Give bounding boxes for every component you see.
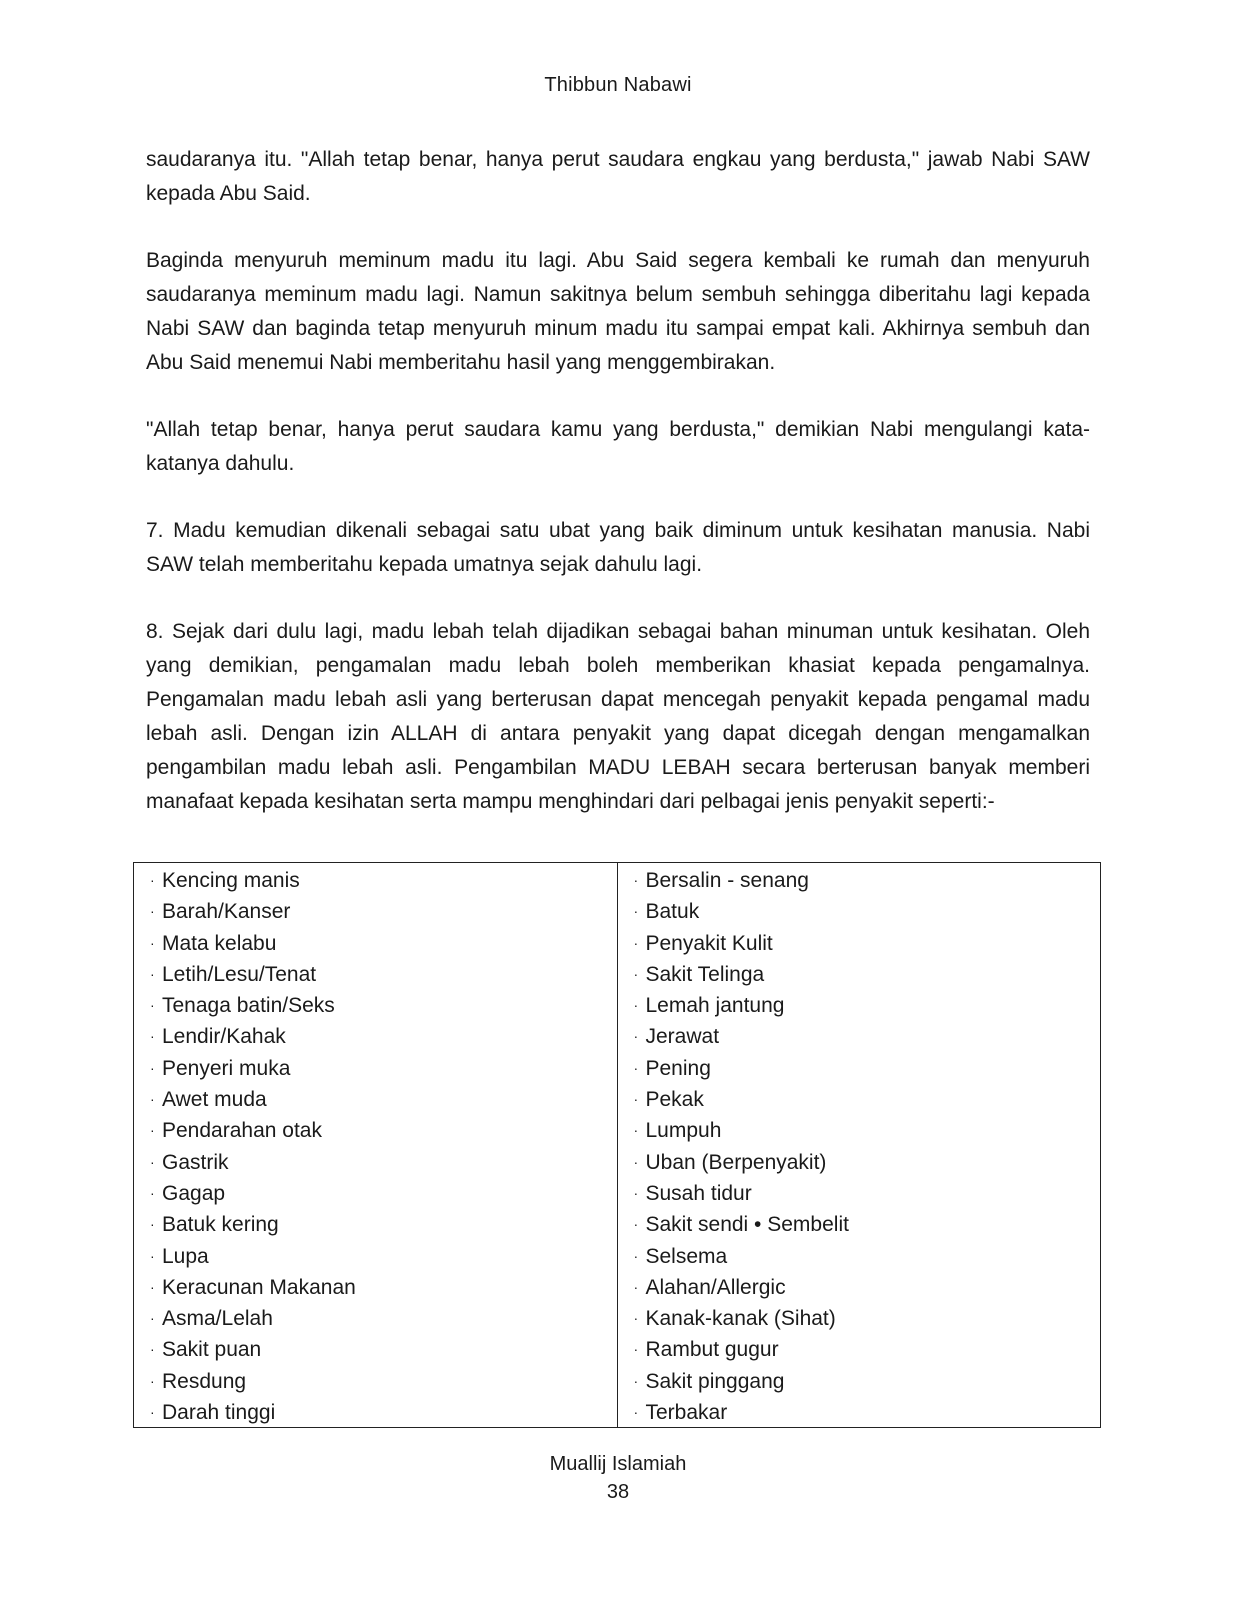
disease-label: Pening: [645, 1056, 711, 1080]
disease-list-item: [634, 1303, 1101, 1334]
disease-list-item: [634, 1334, 1101, 1365]
disease-label: Susah tidur: [645, 1181, 752, 1205]
disease-list-item: [150, 1272, 617, 1303]
disease-label: Batuk: [645, 900, 700, 924]
disease-list-item: [634, 865, 1101, 896]
disease-list-item: [150, 1178, 617, 1209]
bullet-icon: ·: [150, 1372, 155, 1389]
bullet-icon: ·: [633, 1028, 639, 1045]
bullet-icon: ·: [633, 1341, 639, 1358]
disease-list-item: [150, 1021, 617, 1052]
bullet-icon: ·: [633, 997, 639, 1014]
disease-list-item: [150, 1397, 617, 1428]
disease-label: Gagap: [162, 1181, 226, 1205]
bullet-icon: ·: [633, 1247, 639, 1264]
disease-label: Lendir/Kahak: [162, 1025, 286, 1049]
disease-label: Tenaga batin/Seks: [162, 994, 335, 1018]
disease-list-item: [150, 1147, 617, 1178]
disease-list-item: [634, 1209, 1101, 1240]
bullet-icon: ·: [633, 1404, 639, 1421]
disease-label: Sakit sendi • Sembelit: [645, 1213, 849, 1237]
page-footer: [0, 1450, 1236, 1506]
disease-list-item: [634, 1178, 1101, 1209]
disease-column-left: [134, 863, 618, 1427]
disease-label: Penyeri muka: [162, 1056, 291, 1080]
disease-list-item: [634, 1084, 1101, 1115]
bullet-icon: ·: [633, 872, 639, 888]
disease-label: Awet muda: [162, 1088, 267, 1112]
disease-label: Alahan/Allergic: [645, 1275, 786, 1299]
bullet-icon: ·: [150, 1216, 155, 1233]
disease-list-item: [150, 1334, 617, 1365]
disease-column-right: [618, 863, 1101, 1427]
disease-label: Darah tinggi: [162, 1401, 276, 1425]
bullet-icon: ·: [150, 965, 155, 982]
disease-label: Lupa: [162, 1244, 209, 1268]
bullet-icon: ·: [633, 903, 639, 920]
bullet-icon: ·: [150, 1059, 155, 1076]
disease-label: Lemah jantung: [645, 994, 785, 1018]
disease-list-item: [150, 990, 617, 1021]
disease-label: Kanak-kanak (Sihat): [645, 1307, 836, 1331]
disease-list-item: [150, 928, 617, 959]
bullet-icon: ·: [633, 1184, 639, 1201]
disease-list-item: [634, 1241, 1101, 1272]
disease-label: Bersalin - senang: [645, 869, 809, 892]
bullet-icon: ·: [150, 872, 155, 888]
bullet-icon: ·: [150, 903, 155, 920]
disease-list-item: [150, 1084, 617, 1115]
disease-label: Keracunan Makanan: [162, 1275, 356, 1299]
bullet-icon: ·: [150, 1184, 155, 1201]
bullet-icon: ·: [633, 965, 639, 982]
disease-list-item: [634, 896, 1101, 927]
disease-label: Mata kelabu: [162, 931, 277, 955]
disease-label: Pendarahan otak: [162, 1119, 322, 1143]
bullet-icon: ·: [150, 1278, 155, 1295]
bullet-icon: ·: [633, 1278, 639, 1295]
disease-list-item: [634, 990, 1101, 1021]
bullet-icon: ·: [150, 1404, 155, 1421]
bullet-icon: ·: [150, 1310, 155, 1327]
disease-list-item: [634, 1053, 1101, 1084]
disease-label: Sakit Telinga: [645, 962, 765, 986]
bullet-icon: ·: [633, 1310, 639, 1327]
disease-label: Letih/Lesu/Tenat: [162, 962, 317, 986]
disease-list-item: [150, 1366, 617, 1397]
disease-label: Sakit puan: [162, 1338, 262, 1362]
page-number: 38: [606, 1481, 630, 1503]
disease-list-item: [634, 1397, 1101, 1428]
disease-label: Sakit pinggang: [645, 1369, 785, 1393]
footer-book-title: Muallij Islamiah: [549, 1453, 687, 1475]
bullet-icon: ·: [150, 1247, 155, 1264]
bullet-icon: ·: [150, 1122, 155, 1139]
disease-list-item: [634, 1021, 1101, 1052]
disease-list-item: [150, 1053, 617, 1084]
disease-list-item: [150, 1115, 617, 1146]
disease-label: Asma/Lelah: [162, 1307, 273, 1331]
disease-list-table: [133, 862, 1101, 1428]
disease-list-item: [150, 865, 617, 896]
disease-list-item: [150, 1303, 617, 1334]
disease-label: Pekak: [645, 1088, 704, 1112]
disease-label: Kencing manis: [162, 869, 300, 892]
body-text: [146, 143, 1090, 819]
disease-list-item: [634, 959, 1101, 990]
disease-list-item: [634, 1272, 1101, 1303]
bullet-icon: ·: [150, 1028, 155, 1045]
running-header: Thibbun Nabawi: [544, 74, 692, 96]
disease-label: Selsema: [645, 1244, 728, 1268]
disease-label: Rambut gugur: [645, 1338, 779, 1362]
bullet-icon: ·: [150, 997, 155, 1014]
paragraph: 8. Sejak dari dulu lagi, madu lebah telah dijadikan sebagai bahan minuman untuk kesihatan. Oleh yang demikian, pengamalan madu lebah boleh memberikan khasiat kepada pengamalnya. Pengamalan madu lebah asli yang berterusan dapat mencegah penyakit kepada pengamal madu lebah asli. Dengan izin ALLAH di antara penyakit yang dapat dicegah dengan mengamalkan pengambilan madu lebah asli. Pengambilan MADU LEBAH secara berterusan banyak memberi manafaat kepada kesihatan serta mampu menghindari dari pelbagai jenis penyakit seperti:-: [146, 620, 1090, 813]
paragraph: 7. Madu kemudian dikenali sebagai satu ubat yang baik diminum untuk kesihatan manusia. Nabi SAW telah memberitahu kepada umatnya sejak dahulu lagi.: [146, 519, 1090, 576]
disease-list-item: [634, 928, 1101, 959]
disease-list-item: [150, 896, 617, 927]
disease-list-item: [150, 1209, 617, 1240]
disease-list-item: [634, 1115, 1101, 1146]
bullet-icon: ·: [633, 1059, 639, 1076]
disease-list-item: [150, 959, 617, 990]
disease-label: Terbakar: [645, 1401, 728, 1425]
disease-label: Gastrik: [162, 1150, 229, 1174]
paragraph: saudaranya itu. "Allah tetap benar, hanya perut saudara engkau yang berdusta," jawab Nabi SAW kepada Abu Said.: [146, 148, 1090, 205]
bullet-icon: ·: [633, 1216, 639, 1233]
bullet-icon: ·: [633, 1372, 639, 1389]
disease-label: Penyakit Kulit: [645, 931, 773, 955]
disease-label: Barah/Kanser: [162, 900, 291, 924]
disease-label: Uban (Berpenyakit): [645, 1150, 827, 1174]
disease-label: Resdung: [162, 1369, 247, 1393]
bullet-icon: ·: [150, 1153, 155, 1170]
disease-list-item: [634, 1147, 1101, 1178]
bullet-icon: ·: [633, 934, 639, 951]
bullet-icon: ·: [150, 934, 155, 951]
disease-list-item: [150, 1241, 617, 1272]
disease-label: Lumpuh: [645, 1119, 722, 1143]
bullet-icon: ·: [150, 1091, 155, 1108]
bullet-icon: ·: [150, 1341, 155, 1358]
disease-label: Jerawat: [645, 1025, 720, 1049]
paragraph: "Allah tetap benar, hanya perut saudara kamu yang berdusta," demikian Nabi mengulangi kata-katanya dahulu.: [146, 418, 1090, 475]
bullet-icon: ·: [633, 1122, 639, 1139]
paragraph: Baginda menyuruh meminum madu itu lagi. Abu Said segera kembali ke rumah dan menyuruh saudaranya meminum madu lagi. Namun sakitnya belum sembuh sehingga diberitahu lagi kepada Nabi SAW dan baginda tetap menyuruh minum madu itu sampai empat kali. Akhirnya sembuh dan Abu Said menemui Nabi memberitahu hasil yang menggembirakan.: [146, 249, 1090, 374]
bullet-icon: ·: [633, 1091, 639, 1108]
disease-list-item: [634, 1366, 1101, 1397]
disease-label: Batuk kering: [162, 1213, 279, 1237]
bullet-icon: ·: [633, 1153, 639, 1170]
